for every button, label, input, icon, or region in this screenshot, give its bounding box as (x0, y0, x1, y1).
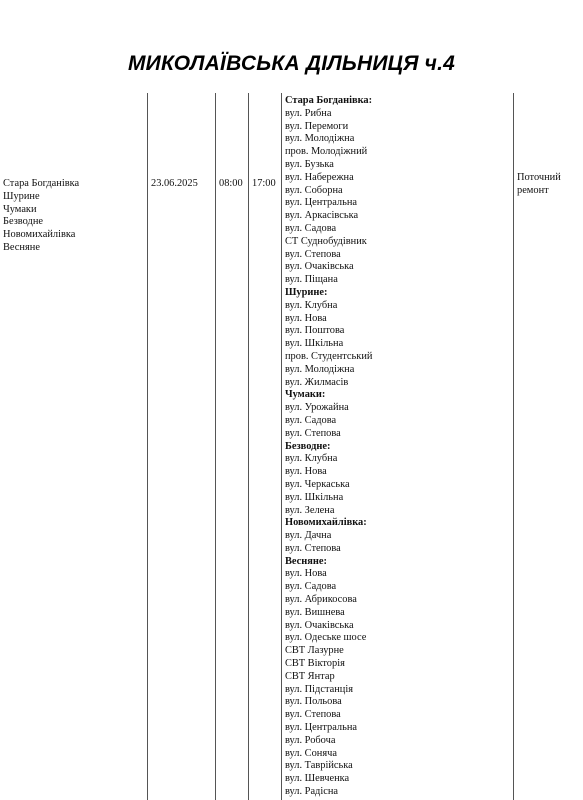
column-divider (281, 93, 282, 800)
street-item: вул. Перемоги (285, 120, 349, 132)
village-name: Шурине (3, 190, 40, 202)
page-title: МИКОЛАЇВСЬКА ДІЛЬНИЦЯ ч.4 (127, 52, 456, 75)
street-item: вул. Нова (285, 312, 327, 324)
street-item: вул. Вишнева (285, 606, 345, 618)
column-divider (147, 93, 148, 800)
street-item: вул. Степова (285, 709, 341, 721)
street-item: вул. Нова (285, 466, 327, 478)
street-item: вул. Нова (285, 568, 327, 580)
street-item: вул. Клубна (285, 453, 338, 465)
settlement-heading: Безводне: (285, 440, 331, 452)
street-item: вул. Черкаська (285, 478, 350, 490)
street-item: вул. Дачна (285, 530, 332, 542)
settlement-heading: Стара Богданівка: (285, 95, 373, 106)
street-item: вул. Шкільна (285, 338, 344, 350)
street-item: вул. Жилмасів (285, 376, 349, 388)
villages-cell (3, 178, 143, 255)
street-item: вул. Радісна (285, 786, 339, 798)
street-item: вул. Соборна (285, 184, 343, 196)
street-item: вул. Рибна (285, 107, 332, 119)
street-item: вул. Таврійська (285, 760, 353, 772)
village-name: Весняне (3, 241, 40, 253)
street-item: вул. Шкільна (285, 491, 344, 503)
end-time: 17:00 (252, 178, 276, 189)
street-item: вул. Урожайна (285, 402, 349, 414)
street-item: СВТ Вікторія (285, 658, 345, 670)
settlement-heading: Шурине: (285, 286, 328, 298)
street-item: вул. Очаківська (285, 261, 354, 273)
settlement-heading: Новомихайлівка: (285, 517, 367, 529)
column-divider (215, 93, 216, 800)
street-item: вул. Набережна (285, 171, 354, 183)
street-item: вул. Шевченка (285, 773, 350, 785)
street-item: вул. Бузька (285, 158, 334, 170)
village-name: Чумаки (3, 203, 37, 215)
street-item: вул. Садова (285, 414, 337, 426)
street-item: вул. Очаківська (285, 619, 354, 631)
street-item: вул. Центральна (285, 197, 358, 209)
street-item: пров. Молодіжний (285, 146, 368, 158)
outage-reason: Поточний ремонт (517, 172, 561, 196)
street-item: пров. Студентський (285, 350, 373, 362)
settlement-heading: Чумаки: (285, 389, 326, 401)
street-item: вул. Робоча (285, 734, 336, 746)
street-item: вул. Степова (285, 427, 341, 439)
village-name: Безводне (3, 216, 43, 228)
street-item: вул. Аркасівська (285, 210, 359, 222)
street-item: вул. Польова (285, 696, 342, 708)
column-divider (513, 93, 514, 800)
street-item: СВТ Янтар (285, 670, 335, 682)
street-item: вул. Піщана (285, 274, 338, 286)
street-item: вул. Абрикосова (285, 594, 357, 606)
street-item: вул. Садова (285, 222, 337, 234)
street-item: вул. Садова (285, 581, 337, 593)
street-item: вул. Одеське шосе (285, 632, 367, 644)
street-item: вул. Зелена (285, 504, 335, 516)
street-item: вул. Степова (285, 248, 341, 260)
street-item: вул. Молодіжна (285, 133, 355, 145)
start-time: 08:00 (219, 178, 243, 189)
street-item: вул. Центральна (285, 722, 358, 734)
street-item: вул. Підстанція (285, 683, 354, 695)
streets-cell (285, 95, 510, 799)
village-name: Новомихайлівка (3, 229, 76, 241)
street-item: СТ Суднобудівник (285, 235, 367, 247)
column-divider (248, 93, 249, 800)
street-item: вул. Степова (285, 542, 341, 554)
street-item: СВТ Лазурне (285, 645, 344, 657)
street-item: вул. Соняча (285, 747, 337, 759)
street-item: вул. Молодіжна (285, 363, 355, 375)
street-item: вул. Клубна (285, 299, 338, 311)
settlement-heading: Весняне: (285, 555, 327, 567)
street-item: вул. Поштова (285, 325, 345, 337)
village-name: Стара Богданівка (3, 178, 80, 189)
outage-date: 23.06.2025 (151, 178, 198, 189)
